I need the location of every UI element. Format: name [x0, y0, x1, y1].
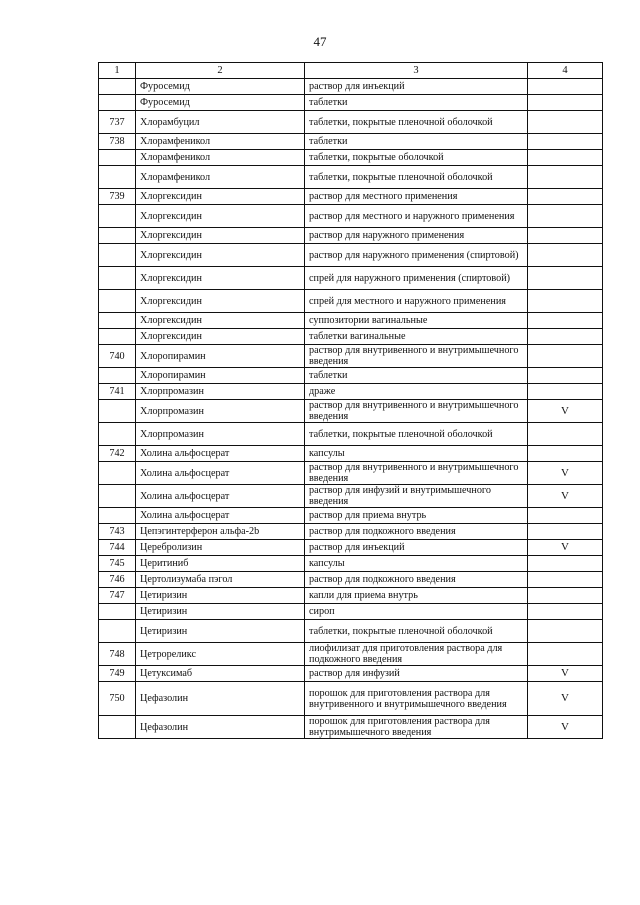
table-row	[99, 345, 603, 368]
row-number-cell: 737	[99, 111, 136, 134]
dosage-form-cell: капсулы	[305, 556, 528, 572]
dosage-form-cell: раствор для наружного применения (спиртовой)	[305, 244, 528, 267]
mark-cell	[528, 423, 603, 446]
table-row	[99, 572, 603, 588]
row-number-cell	[99, 423, 136, 446]
drug-name-cell: Хлорамфеникол	[136, 150, 305, 166]
mark-cell	[528, 620, 603, 643]
table-row	[99, 79, 603, 95]
mark-cell: V	[528, 462, 603, 485]
row-number-cell: 746	[99, 572, 136, 588]
table-row	[99, 134, 603, 150]
row-number-cell	[99, 620, 136, 643]
drug-name-cell: Хлоропирамин	[136, 368, 305, 384]
drug-name-cell: Хлоропирамин	[136, 345, 305, 368]
table-row	[99, 666, 603, 682]
mark-cell	[528, 290, 603, 313]
row-number-cell	[99, 313, 136, 329]
table-row	[99, 384, 603, 400]
table-body	[99, 79, 603, 739]
drug-name-cell: Хлорпромазин	[136, 423, 305, 446]
dosage-form-cell: таблетки, покрытые пленочной оболочкой	[305, 111, 528, 134]
table-row	[99, 290, 603, 313]
dosage-form-cell: раствор для инфузий и внутримышечного введения	[305, 485, 528, 508]
drug-name-cell: Цефазолин	[136, 716, 305, 739]
dosage-form-cell: лиофилизат для приготовления раствора для подкожного введения	[305, 643, 528, 666]
dosage-form-cell: капли для приема внутрь	[305, 588, 528, 604]
table-row	[99, 313, 603, 329]
dosage-form-cell: раствор для внутривенного и внутримышечного введения	[305, 400, 528, 423]
table-row	[99, 329, 603, 345]
dosage-form-cell: раствор для подкожного введения	[305, 524, 528, 540]
row-number-cell	[99, 462, 136, 485]
mark-cell	[528, 134, 603, 150]
mark-cell	[528, 604, 603, 620]
row-number-cell	[99, 267, 136, 290]
row-number-cell: 743	[99, 524, 136, 540]
dosage-form-cell: сироп	[305, 604, 528, 620]
dosage-form-cell: порошок для приготовления раствора для внутривенного и внутримышечного введения	[305, 682, 528, 716]
mark-cell: V	[528, 400, 603, 423]
row-number-cell	[99, 244, 136, 267]
row-number-cell: 741	[99, 384, 136, 400]
drug-name-cell: Хлоргексидин	[136, 290, 305, 313]
drug-name-cell: Цетрореликс	[136, 643, 305, 666]
dosage-form-cell: суппозитории вагинальные	[305, 313, 528, 329]
dosage-form-cell: раствор для местного и наружного применения	[305, 205, 528, 228]
drug-name-cell: Хлорпромазин	[136, 400, 305, 423]
mark-cell	[528, 205, 603, 228]
row-number-cell: 742	[99, 446, 136, 462]
row-number-cell: 748	[99, 643, 136, 666]
row-number-cell: 738	[99, 134, 136, 150]
table-row	[99, 423, 603, 446]
row-number-cell: 739	[99, 189, 136, 205]
mark-cell	[528, 508, 603, 524]
table-row	[99, 150, 603, 166]
table-row	[99, 205, 603, 228]
row-number-cell: 747	[99, 588, 136, 604]
mark-cell	[528, 228, 603, 244]
table-row	[99, 111, 603, 134]
column-header-3: 3	[305, 63, 528, 79]
table-row	[99, 485, 603, 508]
dosage-form-cell: таблетки, покрытые оболочкой	[305, 150, 528, 166]
table-row	[99, 620, 603, 643]
page-number: 47	[313, 34, 327, 49]
mark-cell	[528, 111, 603, 134]
mark-cell	[528, 556, 603, 572]
mark-cell: V	[528, 540, 603, 556]
dosage-form-cell: таблетки, покрытые пленочной оболочкой	[305, 166, 528, 189]
mark-cell	[528, 572, 603, 588]
mark-cell	[528, 345, 603, 368]
mark-cell: V	[528, 666, 603, 682]
dosage-form-cell: таблетки	[305, 368, 528, 384]
drug-name-cell: Хлоргексидин	[136, 228, 305, 244]
table-row	[99, 368, 603, 384]
mark-cell	[528, 313, 603, 329]
row-number-cell	[99, 79, 136, 95]
mark-cell	[528, 189, 603, 205]
drug-name-cell: Хлоргексидин	[136, 329, 305, 345]
row-number-cell	[99, 166, 136, 189]
row-number-cell	[99, 604, 136, 620]
dosage-form-cell: спрей для наружного применения (спиртовой)	[305, 267, 528, 290]
dosage-form-cell: капсулы	[305, 446, 528, 462]
drug-name-cell: Холина альфосцерат	[136, 446, 305, 462]
drug-name-cell: Холина альфосцерат	[136, 485, 305, 508]
dosage-form-cell: раствор для наружного применения	[305, 228, 528, 244]
dosage-form-cell: драже	[305, 384, 528, 400]
drug-name-cell: Хлоргексидин	[136, 189, 305, 205]
drug-name-cell: Хлорамфеникол	[136, 134, 305, 150]
drug-name-cell: Цетиризин	[136, 620, 305, 643]
dosage-form-cell: раствор для инъекций	[305, 540, 528, 556]
row-number-cell: 745	[99, 556, 136, 572]
table-row	[99, 682, 603, 716]
mark-cell	[528, 643, 603, 666]
drug-name-cell: Хлоргексидин	[136, 205, 305, 228]
drug-name-cell: Хлоргексидин	[136, 313, 305, 329]
drug-name-cell: Хлоргексидин	[136, 267, 305, 290]
mark-cell	[528, 267, 603, 290]
mark-cell	[528, 166, 603, 189]
drug-name-cell: Цертолизумаба пэгол	[136, 572, 305, 588]
dosage-form-cell: таблетки	[305, 134, 528, 150]
drug-name-cell: Церебролизин	[136, 540, 305, 556]
dosage-form-cell: таблетки	[305, 95, 528, 111]
drug-table	[98, 62, 603, 739]
column-header-2: 2	[136, 63, 305, 79]
row-number-cell	[99, 290, 136, 313]
table-row	[99, 244, 603, 267]
column-header-1: 1	[99, 63, 136, 79]
dosage-form-cell: раствор для внутривенного и внутримышечного введения	[305, 462, 528, 485]
table-row	[99, 95, 603, 111]
row-number-cell	[99, 368, 136, 384]
mark-cell	[528, 588, 603, 604]
row-number-cell: 749	[99, 666, 136, 682]
table-row	[99, 400, 603, 423]
table-row	[99, 166, 603, 189]
drug-name-cell: Фуросемид	[136, 79, 305, 95]
drug-name-cell: Хлорпромазин	[136, 384, 305, 400]
mark-cell	[528, 446, 603, 462]
dosage-form-cell: порошок для приготовления раствора для внутримышечного введения	[305, 716, 528, 739]
mark-cell	[528, 524, 603, 540]
drug-name-cell: Хлорамбуцил	[136, 111, 305, 134]
table-row	[99, 716, 603, 739]
table-row	[99, 604, 603, 620]
table-row	[99, 462, 603, 485]
drug-name-cell: Хлорамфеникол	[136, 166, 305, 189]
dosage-form-cell: таблетки, покрытые пленочной оболочкой	[305, 620, 528, 643]
table-row	[99, 267, 603, 290]
row-number-cell	[99, 508, 136, 524]
dosage-form-cell: раствор для местного применения	[305, 189, 528, 205]
table-row	[99, 540, 603, 556]
table-row	[99, 508, 603, 524]
drug-name-cell: Холина альфосцерат	[136, 508, 305, 524]
table-row	[99, 588, 603, 604]
drug-name-cell: Холина альфосцерат	[136, 462, 305, 485]
column-header-4: 4	[528, 63, 603, 79]
drug-name-cell: Цефазолин	[136, 682, 305, 716]
dosage-form-cell: раствор для инфузий	[305, 666, 528, 682]
drug-name-cell: Цетиризин	[136, 604, 305, 620]
row-number-cell	[99, 205, 136, 228]
mark-cell	[528, 244, 603, 267]
dosage-form-cell: раствор для инъекций	[305, 79, 528, 95]
row-number-cell: 740	[99, 345, 136, 368]
drug-name-cell: Цетиризин	[136, 588, 305, 604]
table-row	[99, 524, 603, 540]
table-row	[99, 643, 603, 666]
row-number-cell	[99, 329, 136, 345]
drug-name-cell: Фуросемид	[136, 95, 305, 111]
dosage-form-cell: раствор для подкожного введения	[305, 572, 528, 588]
mark-cell	[528, 384, 603, 400]
drug-name-cell: Цепэгинтерферон альфа-2b	[136, 524, 305, 540]
row-number-cell	[99, 400, 136, 423]
table-row	[99, 189, 603, 205]
row-number-cell: 750	[99, 682, 136, 716]
row-number-cell: 744	[99, 540, 136, 556]
row-number-cell	[99, 228, 136, 244]
mark-cell: V	[528, 682, 603, 716]
mark-cell: V	[528, 485, 603, 508]
drug-name-cell: Цетуксимаб	[136, 666, 305, 682]
table-header-row	[99, 63, 603, 79]
mark-cell	[528, 329, 603, 345]
row-number-cell	[99, 95, 136, 111]
mark-cell	[528, 79, 603, 95]
dosage-form-cell: таблетки, покрытые пленочной оболочкой	[305, 423, 528, 446]
table-row	[99, 446, 603, 462]
mark-cell	[528, 368, 603, 384]
dosage-form-cell: таблетки вагинальные	[305, 329, 528, 345]
drug-name-cell: Хлоргексидин	[136, 244, 305, 267]
table-row	[99, 556, 603, 572]
dosage-form-cell: раствор для внутривенного и внутримышечного введения	[305, 345, 528, 368]
table-row	[99, 228, 603, 244]
row-number-cell	[99, 485, 136, 508]
dosage-form-cell: спрей для местного и наружного применения	[305, 290, 528, 313]
mark-cell	[528, 95, 603, 111]
mark-cell: V	[528, 716, 603, 739]
drug-name-cell: Церитиниб	[136, 556, 305, 572]
row-number-cell	[99, 150, 136, 166]
mark-cell	[528, 150, 603, 166]
row-number-cell	[99, 716, 136, 739]
dosage-form-cell: раствор для приема внутрь	[305, 508, 528, 524]
